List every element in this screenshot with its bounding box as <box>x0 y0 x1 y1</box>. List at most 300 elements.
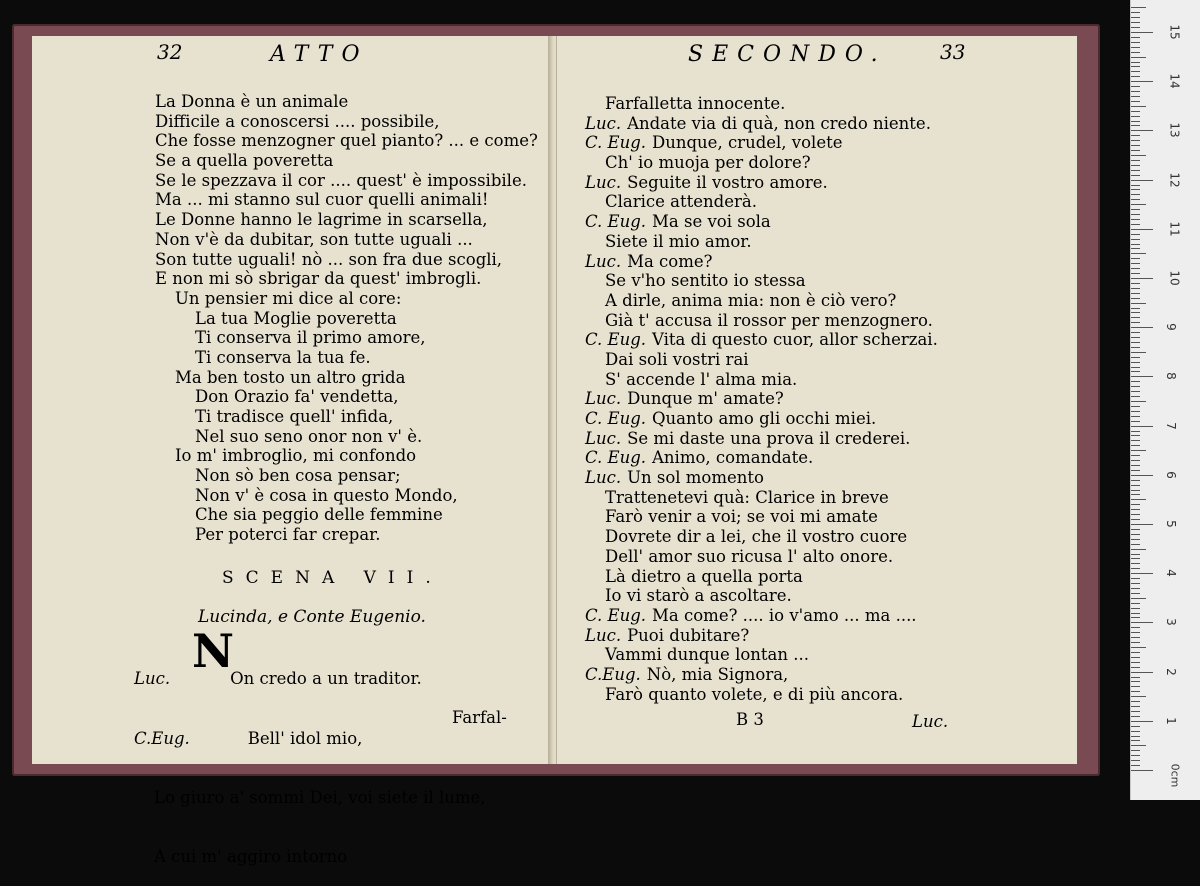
ruler-tick <box>1131 509 1140 510</box>
ruler-tick <box>1131 47 1140 48</box>
ruler-tick <box>1131 12 1140 13</box>
ruler-tick <box>1131 22 1140 23</box>
verse-line <box>585 94 938 114</box>
line-text: Non sò ben cosa pensar; <box>195 466 401 486</box>
ruler-tick <box>1131 391 1140 392</box>
line-text: Animo, comandate. <box>652 448 814 468</box>
verse-line <box>585 192 938 212</box>
dialogue-line <box>134 669 486 689</box>
verse-line <box>585 507 938 527</box>
ruler-tick <box>1131 691 1140 692</box>
ruler-number: 3 <box>1163 618 1178 627</box>
ruler-tick <box>1131 7 1146 8</box>
ruler-tick <box>1131 765 1140 766</box>
line-text: Farò quanto volete, e di più ancora. <box>605 684 904 704</box>
verse-line <box>585 567 938 587</box>
verse-line <box>585 311 938 331</box>
ruler-tick <box>1131 175 1140 176</box>
ruler-tick <box>1131 603 1140 604</box>
ruler-tick <box>1131 121 1140 122</box>
ruler-tick <box>1131 71 1140 72</box>
ruler-tick <box>1131 406 1140 407</box>
ruler-tick <box>1131 588 1140 589</box>
ruler-tick <box>1131 598 1146 599</box>
ruler-tick <box>1131 194 1140 195</box>
measurement-ruler <box>1130 0 1200 800</box>
line-text: Dunque m' amate? <box>627 389 784 409</box>
line-text: Se v'ho sentito io stessa <box>605 271 806 291</box>
ruler-tick <box>1131 185 1140 186</box>
speaker-label: Luc. <box>585 468 622 488</box>
line-text: S' accende l' alma mia. <box>605 369 798 389</box>
ruler-tick <box>1131 701 1140 702</box>
ruler-tick <box>1131 642 1140 643</box>
ruler-tick <box>1131 76 1140 77</box>
ruler-tick <box>1131 475 1153 476</box>
line-text: Ma ben tosto un altro grida <box>175 367 406 387</box>
ruler-tick <box>1131 248 1140 249</box>
verse-line <box>155 269 538 289</box>
ruler-tick <box>1131 706 1140 707</box>
ruler-number: 14 <box>1167 73 1182 89</box>
ruler-tick <box>1131 465 1140 466</box>
ruler-tick <box>1131 86 1140 87</box>
line-text: Un sol momento <box>627 468 764 488</box>
speaker-label: C.Eug. <box>585 664 641 684</box>
line-text: Io m' imbroglio, mi confondo <box>175 446 417 466</box>
verse-line <box>155 348 538 368</box>
line-text: Quanto amo gli occhi miei. <box>652 409 877 428</box>
ruler-tick <box>1131 150 1140 151</box>
ruler-tick <box>1131 229 1153 230</box>
ruler-number: 5 <box>1163 520 1178 528</box>
scene-characters: Lucinda, e Conte Eugenio. <box>198 607 426 627</box>
ruler-tick <box>1131 283 1140 284</box>
ruler-tick <box>1131 42 1140 43</box>
ruler-tick <box>1131 652 1140 653</box>
line-text: Dell' amor suo ricusa l' alto onore. <box>605 546 894 566</box>
line-text: Ma come? .... io v'amo ... ma .... <box>652 605 917 625</box>
line-text: Se le spezzava il cor .... quest' è impossibile. <box>155 170 527 190</box>
speaker-label: Luc. <box>134 669 171 689</box>
ruler-tick <box>1131 130 1153 131</box>
speaker-label: Luc. <box>585 625 622 645</box>
verse-line <box>585 291 938 311</box>
ruler-tick <box>1131 352 1146 353</box>
line-text: On credo a un traditor. <box>230 669 422 689</box>
verse-line <box>155 368 538 388</box>
ruler-tick <box>1131 204 1146 205</box>
ruler-tick <box>1131 273 1140 274</box>
verse-line <box>155 427 538 447</box>
verse-line <box>585 330 938 350</box>
line-text: Dai soli vostri rai <box>605 349 749 369</box>
line-text: Ma se voi sola <box>652 212 771 232</box>
line-text: Ma come? <box>627 251 713 271</box>
dialogue-line <box>134 788 486 808</box>
ruler-tick <box>1131 91 1140 92</box>
line-text: A dirle, anima mia: non è ciò vero? <box>605 290 897 310</box>
ruler-tick <box>1131 524 1153 525</box>
ruler-tick <box>1131 342 1140 343</box>
ruler-tick <box>1131 322 1140 323</box>
line-text: Dovrete dir a lei, che il vostro cuore <box>605 527 908 547</box>
ruler-tick <box>1131 736 1140 737</box>
speaker-label: C. Eug. <box>585 212 647 232</box>
line-text: Per poterci far crepar. <box>195 525 381 545</box>
ruler-tick <box>1131 745 1146 746</box>
ruler-number: 12 <box>1167 171 1182 188</box>
ruler-tick <box>1131 371 1140 372</box>
left-page-header: ATTO <box>270 42 369 67</box>
drop-cap: N <box>192 624 235 678</box>
verse-line <box>155 190 538 210</box>
verse-line <box>585 586 938 606</box>
line-text: Ti conserva il primo amore, <box>195 328 426 348</box>
verse-line <box>585 232 938 252</box>
verse-line <box>585 133 938 153</box>
verse-line <box>155 328 538 348</box>
ruler-tick <box>1131 539 1140 540</box>
dialogue-line <box>134 847 486 867</box>
ruler-tick <box>1131 529 1140 530</box>
line-text: Ti tradisce quell' infida, <box>195 407 394 426</box>
line-text: Là dietro a quella porta <box>605 566 803 586</box>
ruler-tick <box>1131 140 1140 141</box>
line-text: Vita di questo cuor, allor scherzai. <box>652 330 938 350</box>
ruler-tick <box>1131 637 1140 638</box>
left-catchword: Farfal- <box>452 708 507 727</box>
ruler-tick <box>1131 608 1140 609</box>
ruler-tick <box>1131 214 1140 215</box>
verse-line <box>585 271 938 291</box>
verse-line <box>585 350 938 370</box>
line-text: Andate via di quà, non credo niente. <box>627 113 931 133</box>
verse-line <box>585 527 938 547</box>
line-text: Lo giuro a' sommi Dei, voi siete il lume, <box>154 787 486 807</box>
speaker-label: Luc. <box>585 113 622 133</box>
line-text: Son tutte uguali! nò ... son fra due scogli, <box>155 249 503 269</box>
ruler-tick <box>1131 667 1140 668</box>
ruler-tick <box>1131 677 1140 678</box>
line-text: Che fosse menzogner quel pianto? ... e come? <box>155 131 538 151</box>
ruler-tick <box>1131 426 1153 427</box>
verse-line <box>155 505 538 525</box>
ruler-tick <box>1131 534 1140 535</box>
ruler-tick <box>1131 17 1140 18</box>
ruler-tick <box>1131 583 1140 584</box>
ruler-tick <box>1131 52 1140 53</box>
ruler-tick <box>1131 563 1140 564</box>
right-page-verse <box>585 94 938 704</box>
ruler-tick <box>1131 381 1140 382</box>
ruler-number: 11 <box>1167 221 1182 237</box>
line-text: Seguite il vostro amore. <box>627 172 828 192</box>
speaker-label: C. Eug. <box>585 330 647 350</box>
ruler-tick <box>1131 480 1140 481</box>
ruler-tick <box>1131 303 1146 304</box>
ruler-tick <box>1131 613 1140 614</box>
line-text: Nel suo seno onor non v' è. <box>195 426 423 446</box>
line-text: La Donna è un animale <box>155 92 349 111</box>
ruler-tick <box>1131 96 1140 97</box>
ruler-tick <box>1131 125 1140 126</box>
line-text: E non mi sò sbrigar da quest' imbrogli. <box>155 269 482 289</box>
ruler-tick <box>1131 431 1140 432</box>
verse-line <box>155 250 538 270</box>
ruler-tick <box>1131 189 1140 190</box>
speaker-label: C. Eug. <box>585 448 647 468</box>
ruler-tick <box>1131 558 1140 559</box>
ruler-tick <box>1131 288 1140 289</box>
ruler-tick <box>1131 308 1140 309</box>
line-text: Farò venir a voi; se voi mi amate <box>605 507 878 527</box>
verse-line <box>585 626 938 646</box>
ruler-tick <box>1131 740 1140 741</box>
ruler-number: 8 <box>1163 372 1178 381</box>
ruler-tick <box>1131 62 1140 63</box>
line-text: A cui m' aggiro intorno <box>154 846 348 866</box>
verse-line <box>155 289 538 309</box>
ruler-tick <box>1131 337 1140 338</box>
ruler-number: 9 <box>1163 323 1178 332</box>
verse-line <box>155 92 538 112</box>
ruler-tick <box>1131 499 1146 500</box>
line-text: Vammi dunque lontan ... <box>605 645 809 665</box>
line-text: Ch' io muoja per dolore? <box>605 153 811 173</box>
verse-line <box>155 112 538 132</box>
ruler-tick <box>1131 470 1140 471</box>
line-text: Se a quella poveretta <box>155 151 334 171</box>
ruler-tick <box>1131 490 1140 491</box>
ruler-tick <box>1131 209 1140 210</box>
ruler-tick <box>1131 357 1140 358</box>
line-text: Siete il mio amor. <box>605 231 752 251</box>
speaker-label: Luc. <box>585 389 622 409</box>
ruler-tick <box>1131 81 1153 82</box>
ruler-tick <box>1131 632 1140 633</box>
speaker-label: C. Eug. <box>585 605 647 625</box>
verse-line <box>585 153 938 173</box>
line-text: Se mi daste una prova il crederei. <box>627 428 911 448</box>
ruler-tick <box>1131 106 1146 107</box>
speaker-label: C. Eug. <box>585 133 647 153</box>
ruler-tick <box>1131 170 1140 171</box>
ruler-tick <box>1131 519 1140 520</box>
verse-line <box>585 409 938 429</box>
ruler-tick <box>1131 362 1140 363</box>
ruler-tick <box>1131 711 1140 712</box>
ruler-tick <box>1131 244 1140 245</box>
line-text: La tua Moglie poveretta <box>195 308 397 328</box>
ruler-tick <box>1131 367 1140 368</box>
ruler-tick <box>1131 731 1140 732</box>
ruler-tick <box>1131 504 1140 505</box>
verse-line <box>585 429 938 449</box>
ruler-tick <box>1131 376 1153 377</box>
ruler-tick <box>1131 657 1140 658</box>
ruler-tick <box>1131 155 1146 156</box>
ruler-tick <box>1131 416 1140 417</box>
verse-line <box>155 151 538 171</box>
ruler-tick <box>1131 721 1153 722</box>
ruler-tick <box>1131 224 1140 225</box>
left-page-dialogue <box>134 624 486 886</box>
ruler-tick <box>1131 568 1140 569</box>
line-text: Puoi dubitare? <box>627 625 750 645</box>
line-text: Difficile a conoscersi .... possibile, <box>155 111 440 131</box>
ruler-tick <box>1131 544 1140 545</box>
line-text: Farfalletta innocente. <box>605 94 786 113</box>
line-text: Clarice attenderà. <box>605 192 757 212</box>
ruler-tick <box>1131 460 1140 461</box>
line-text: Bell' idol mio, <box>247 728 363 748</box>
ruler-tick <box>1131 66 1140 67</box>
verse-line <box>155 387 538 407</box>
speaker-label: Luc. <box>585 251 622 271</box>
ruler-tick <box>1131 647 1146 648</box>
ruler-number: 15 <box>1167 24 1182 40</box>
ruler-tick <box>1131 199 1140 200</box>
ruler-tick <box>1131 726 1140 727</box>
verse-line <box>585 606 938 626</box>
verse-line <box>155 210 538 230</box>
ruler-number: 4 <box>1163 569 1178 578</box>
ruler-tick <box>1131 672 1153 673</box>
verse-line <box>585 547 938 567</box>
verse-line <box>155 486 538 506</box>
ruler-number: 2 <box>1163 667 1178 676</box>
verse-line <box>585 389 938 409</box>
ruler-unit: 0cm <box>1168 763 1182 788</box>
ruler-tick <box>1131 435 1140 436</box>
right-page-number: 33 <box>940 40 966 64</box>
line-text: Io vi starò a ascoltare. <box>605 586 792 606</box>
ruler-tick <box>1131 593 1140 594</box>
ruler-tick <box>1131 239 1140 240</box>
ruler-tick <box>1131 263 1140 264</box>
ruler-tick <box>1131 268 1140 269</box>
ruler-tick <box>1131 293 1140 294</box>
ruler-tick <box>1131 411 1140 412</box>
line-text: Don Orazio fa' vendetta, <box>195 387 399 407</box>
ruler-tick <box>1131 494 1140 495</box>
ruler-tick <box>1131 549 1146 550</box>
ruler-tick <box>1131 696 1146 697</box>
ruler-tick <box>1131 396 1140 397</box>
verse-line <box>585 370 938 390</box>
ruler-number: 1 <box>1163 716 1178 725</box>
line-text: Già t' accusa il rossor per menzognero. <box>605 310 933 330</box>
ruler-tick <box>1131 298 1140 299</box>
ruler-tick <box>1131 258 1140 259</box>
verse-line <box>585 645 938 665</box>
ruler-tick <box>1131 450 1146 451</box>
verse-line <box>585 114 938 134</box>
speaker-label: Luc. <box>585 428 622 448</box>
verse-line <box>155 525 538 545</box>
ruler-tick <box>1131 514 1140 515</box>
verse-line <box>585 665 938 685</box>
verse-line <box>585 685 938 705</box>
ruler-tick <box>1131 180 1153 181</box>
verse-line <box>155 407 538 427</box>
verse-line <box>155 466 538 486</box>
ruler-tick <box>1131 440 1140 441</box>
ruler-tick <box>1131 455 1140 456</box>
verse-line <box>155 171 538 191</box>
ruler-tick <box>1131 165 1140 166</box>
ruler-tick <box>1131 445 1140 446</box>
ruler-tick <box>1131 327 1153 328</box>
line-text: Ti conserva la tua fe. <box>195 347 371 367</box>
ruler-tick <box>1131 332 1140 333</box>
left-page-number: 32 <box>157 40 183 64</box>
line-text: Nò, mia Signora, <box>646 664 789 684</box>
dialogue-line <box>134 729 486 749</box>
right-page-header: SECONDO. <box>688 42 887 67</box>
ruler-tick <box>1131 234 1140 235</box>
ruler-tick <box>1131 573 1153 574</box>
ruler-tick <box>1131 617 1140 618</box>
ruler-tick <box>1131 686 1140 687</box>
line-text: Che sia peggio delle femmine <box>195 505 443 525</box>
line-text: Trattenetevi quà: Clarice in breve <box>605 487 889 507</box>
ruler-tick <box>1131 317 1140 318</box>
speaker-label: C. Eug. <box>585 409 647 428</box>
verse-line <box>585 173 938 193</box>
ruler-number: 13 <box>1167 122 1182 139</box>
ruler-tick <box>1131 770 1153 771</box>
right-catchword: Luc. <box>912 712 949 731</box>
verse-line <box>585 448 938 468</box>
ruler-tick <box>1131 37 1140 38</box>
ruler-tick <box>1131 111 1140 112</box>
ruler-tick <box>1131 622 1153 623</box>
verse-line <box>155 131 538 151</box>
ruler-tick <box>1131 485 1140 486</box>
ruler-tick <box>1131 27 1140 28</box>
ruler-tick <box>1131 750 1140 751</box>
ruler-tick <box>1131 386 1140 387</box>
ruler-tick <box>1131 554 1140 555</box>
ruler-tick <box>1131 716 1140 717</box>
scene-title: SCENA VII. <box>222 568 443 588</box>
ruler-tick <box>1131 421 1140 422</box>
ruler-tick <box>1131 116 1140 117</box>
speaker-label: C.Eug. <box>134 728 190 748</box>
ruler-tick <box>1131 219 1140 220</box>
line-text: Le Donne hanno le lagrime in scarsella, <box>155 210 488 230</box>
ruler-number: 6 <box>1163 470 1178 479</box>
speaker-label: Luc. <box>585 172 622 192</box>
ruler-tick <box>1131 32 1153 33</box>
ruler-tick <box>1131 278 1153 279</box>
ruler-number: 10 <box>1167 270 1182 286</box>
verse-line <box>585 468 938 488</box>
ruler-tick <box>1131 401 1146 402</box>
line-text: Dunque, crudel, volete <box>652 133 843 153</box>
verse-line <box>155 230 538 250</box>
ruler-tick <box>1131 57 1146 58</box>
ruler-tick <box>1131 145 1140 146</box>
ruler-tick <box>1131 101 1140 102</box>
verse-line <box>155 446 538 466</box>
ruler-tick <box>1131 135 1140 136</box>
ruler-tick <box>1131 347 1140 348</box>
ruler-tick <box>1131 760 1140 761</box>
ruler-tick <box>1131 627 1140 628</box>
